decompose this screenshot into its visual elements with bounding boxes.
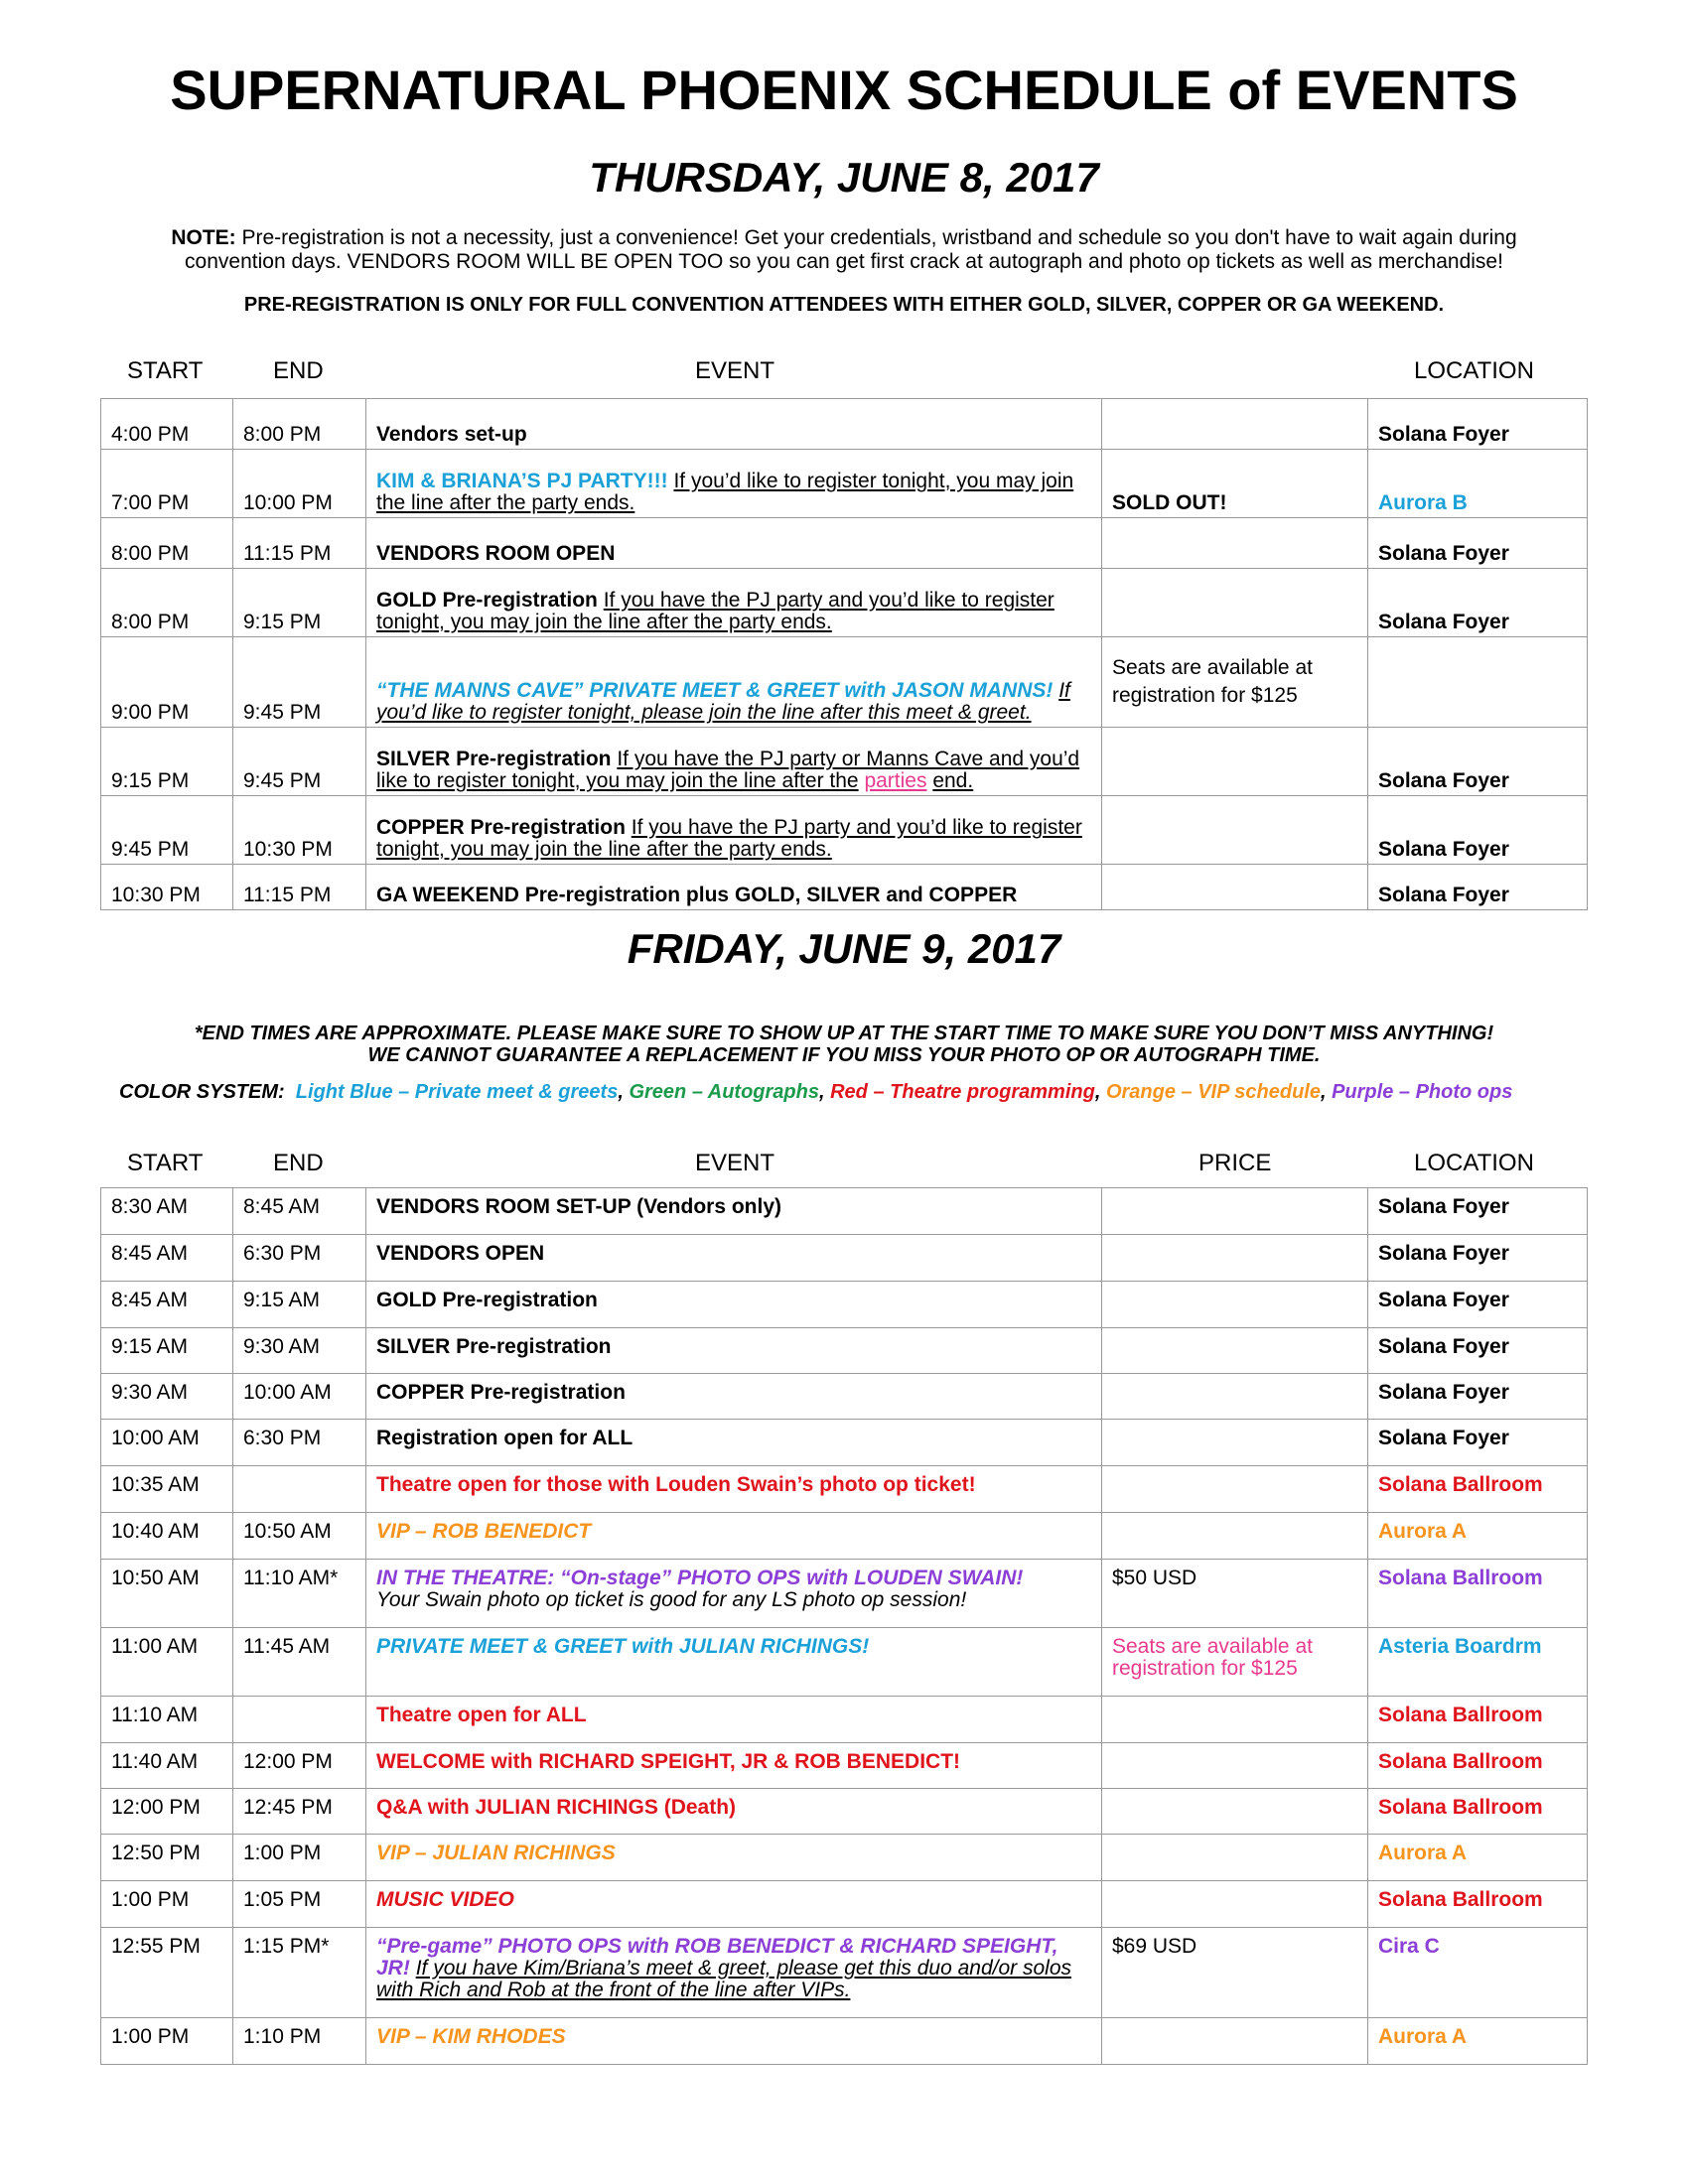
event-cell: [366, 1928, 1102, 2018]
table-row: [101, 1789, 1588, 1835]
event-title: GOLD Pre-registration: [366, 1282, 1102, 1328]
location: Solana Foyer: [1368, 399, 1588, 450]
event-title: COPPER Pre-registration: [376, 816, 626, 839]
start-time: 10:35 AM: [101, 1466, 233, 1513]
price-cell: [1102, 1374, 1368, 1420]
table-row: [101, 1188, 1588, 1235]
thursday-note: [119, 226, 1569, 274]
table-row: [101, 1513, 1588, 1560]
start-time: 10:50 AM: [101, 1560, 233, 1628]
location: Solana Foyer: [1368, 518, 1588, 569]
event-title: Theatre open for those with Louden Swain’s photo op ticket!: [366, 1466, 1102, 1513]
friday-table: [100, 1187, 1588, 2065]
table-row: [101, 1697, 1588, 1743]
location: Solana Foyer: [1368, 569, 1588, 637]
start-time: 11:00 AM: [101, 1628, 233, 1697]
legend-red: Red – Theatre programming: [830, 1081, 1095, 1103]
table-row: [101, 1235, 1588, 1282]
end-time: 10:00 AM: [233, 1374, 366, 1420]
start-time: 10:00 AM: [101, 1420, 233, 1466]
event-title: WELCOME with RICHARD SPEIGHT, JR & ROB BENEDICT!: [366, 1743, 1102, 1789]
event-title: Q&A with JULIAN RICHINGS (Death): [366, 1789, 1102, 1835]
start-time: 10:30 PM: [101, 865, 233, 910]
end-time: 1:10 PM: [233, 2018, 366, 2065]
legend-purple: Purple – Photo ops: [1332, 1081, 1513, 1103]
table-row: [101, 865, 1588, 910]
price-cell: [1102, 1466, 1368, 1513]
friday-notice-1: *END TIMES ARE APPROXIMATE. PLEASE MAKE SURE TO SHOW UP AT THE START TIME TO MAKE SURE YOU DON’T MISS ANYTHING!: [194, 1023, 1494, 1044]
event-title: “Pre-game” PHOTO OPS with ROB BENEDICT & RICHARD SPEIGHT, JR!: [376, 1935, 1058, 1979]
table-row: [101, 796, 1588, 865]
thursday-heading: THURSDAY, JUNE 8, 2017: [589, 154, 1099, 201]
event-title: KIM & BRIANA’S PJ PARTY!!!: [376, 470, 668, 492]
location: Asteria Boardrm: [1368, 1628, 1588, 1697]
table-row: [101, 1328, 1588, 1374]
start-time: 9:15 PM: [101, 728, 233, 796]
start-time: 12:50 PM: [101, 1835, 233, 1881]
legend-green: Green – Autographs: [629, 1081, 819, 1103]
location: Solana Ballroom: [1368, 1881, 1588, 1928]
legend-orange: Orange – VIP schedule: [1105, 1081, 1321, 1103]
note-text: Pre-registration is not a necessity, just a convenience! Get your credentials, wristband and schedule so you don't have to wait again during convention days. VENDORS ROOM WILL BE OPEN TOO so you can get first crack at autograph and photo op tickets as well as merchandise!: [185, 226, 1517, 273]
start-time: 8:45 AM: [101, 1282, 233, 1328]
start-time: 1:00 PM: [101, 1881, 233, 1928]
price-cell: [1102, 1188, 1368, 1235]
event-title: Vendors set-up: [366, 399, 1102, 450]
price-cell: [1102, 796, 1368, 865]
table-row: [101, 1374, 1588, 1420]
end-time: [233, 1466, 366, 1513]
location: Solana Foyer: [1368, 1374, 1588, 1420]
end-time: 11:15 PM: [233, 865, 366, 910]
location: Aurora A: [1368, 2018, 1588, 2065]
event-cell: [366, 569, 1102, 637]
event-title: GA WEEKEND Pre-registration plus GOLD, SILVER and COPPER: [366, 865, 1102, 910]
price-cell: [1102, 1835, 1368, 1881]
end-time: 11:45 AM: [233, 1628, 366, 1697]
location: Solana Ballroom: [1368, 1560, 1588, 1628]
end-time: 10:30 PM: [233, 796, 366, 865]
fri-header-location: LOCATION: [1414, 1150, 1534, 1176]
end-time: 9:15 PM: [233, 569, 366, 637]
end-time: [233, 1697, 366, 1743]
start-time: 9:00 PM: [101, 637, 233, 728]
price-cell: [1102, 569, 1368, 637]
event-title: SILVER Pre-registration: [366, 1328, 1102, 1374]
end-time: 6:30 PM: [233, 1420, 366, 1466]
start-time: 8:30 AM: [101, 1188, 233, 1235]
page-title: SUPERNATURAL PHOENIX SCHEDULE of EVENTS: [170, 59, 1518, 121]
fri-header-end: END: [273, 1150, 324, 1176]
event-title: GOLD Pre-registration: [376, 589, 598, 612]
location: [1368, 637, 1588, 728]
end-time: 1:00 PM: [233, 1835, 366, 1881]
fri-header-event: EVENT: [695, 1150, 775, 1176]
event-cell: [366, 450, 1102, 518]
event-subtext: If you have the PJ party and you’d like to register tonight, you may join the line after the party ends.: [376, 816, 1082, 861]
thu-header-location: LOCATION: [1414, 357, 1534, 384]
legend-blue: Light Blue – Private meet & greets: [295, 1081, 619, 1103]
event-title: IN THE THEATRE: “On-stage” PHOTO OPS with LOUDEN SWAIN!: [376, 1567, 1024, 1589]
location: Aurora A: [1368, 1835, 1588, 1881]
start-time: 7:00 PM: [101, 450, 233, 518]
start-time: 10:40 AM: [101, 1513, 233, 1560]
event-title: “THE MANNS CAVE” PRIVATE MEET & GREET with JASON MANNS!: [376, 679, 1054, 702]
event-title: Registration open for ALL: [366, 1420, 1102, 1466]
price-cell: [1102, 2018, 1368, 2065]
price-cell: Seats are available at registration for $125: [1102, 637, 1368, 728]
event-title: VIP – KIM RHODES: [366, 2018, 1102, 2065]
end-time: 11:15 PM: [233, 518, 366, 569]
location: Aurora A: [1368, 1513, 1588, 1560]
color-system-label: COLOR SYSTEM:: [119, 1081, 285, 1103]
event-subtext: If you’d like to register tonight, you may join the line after the party ends.: [376, 470, 1074, 514]
event-title: VIP – ROB BENEDICT: [366, 1513, 1102, 1560]
price-cell: [1102, 1789, 1368, 1835]
event-title: PRIVATE MEET & GREET with JULIAN RICHINGS!: [366, 1628, 1102, 1697]
end-time: 9:45 PM: [233, 637, 366, 728]
start-time: 8:00 PM: [101, 518, 233, 569]
event-title: MUSIC VIDEO: [366, 1881, 1102, 1928]
table-row: [101, 2018, 1588, 2065]
end-time: 8:45 AM: [233, 1188, 366, 1235]
location: Solana Foyer: [1368, 1420, 1588, 1466]
location: Solana Foyer: [1368, 796, 1588, 865]
table-row: [101, 1928, 1588, 2018]
thursday-table: [100, 398, 1588, 910]
price-cell: $50 USD: [1102, 1560, 1368, 1628]
table-row: [101, 450, 1588, 518]
table-row: [101, 399, 1588, 450]
start-time: 11:40 AM: [101, 1743, 233, 1789]
fri-header-start: START: [127, 1150, 204, 1176]
event-title: VIP – JULIAN RICHINGS: [366, 1835, 1102, 1881]
price-cell: [1102, 1743, 1368, 1789]
start-time: 1:00 PM: [101, 2018, 233, 2065]
event-title: VENDORS ROOM SET-UP (Vendors only): [366, 1188, 1102, 1235]
location: Solana Ballroom: [1368, 1697, 1588, 1743]
end-time: 10:50 AM: [233, 1513, 366, 1560]
table-row: [101, 637, 1588, 728]
table-row: [101, 1743, 1588, 1789]
end-time: 1:15 PM*: [233, 1928, 366, 2018]
price-cell: [1102, 865, 1368, 910]
table-row: [101, 728, 1588, 796]
event-subtext-end: end.: [932, 769, 974, 792]
price-cell: [1102, 1697, 1368, 1743]
end-time: 10:00 PM: [233, 450, 366, 518]
color-system-legend: COLOR SYSTEM: Light Blue – Private meet & greets, Green – Autographs, Red – Theatre programming, Orange – VIP schedule, Purple – Photo ops: [119, 1081, 1513, 1103]
event-subtext: Your Swain photo op ticket is good for any LS photo op session!: [376, 1588, 967, 1611]
table-row: [101, 1881, 1588, 1928]
start-time: 4:00 PM: [101, 399, 233, 450]
table-row: [101, 569, 1588, 637]
location: Solana Ballroom: [1368, 1743, 1588, 1789]
start-time: 9:45 PM: [101, 796, 233, 865]
location: Solana Foyer: [1368, 1282, 1588, 1328]
table-row: [101, 1628, 1588, 1697]
event-subtext: If you have the PJ party or Manns Cave and you’d like to register tonight, you may join the line after the: [376, 748, 1080, 792]
table-row: [101, 1420, 1588, 1466]
event-subtext: If you have the PJ party and you’d like to register tonight, you may join the line after the party ends.: [376, 589, 1055, 633]
event-subtext: If you’d like to register tonight, please join the line after this meet & greet.: [376, 679, 1070, 724]
price-cell: [1102, 1235, 1368, 1282]
friday-notice-2: WE CANNOT GUARANTEE A REPLACEMENT IF YOU MISS YOUR PHOTO OP OR AUTOGRAPH TIME.: [367, 1044, 1321, 1066]
table-row: [101, 1835, 1588, 1881]
price-cell: [1102, 399, 1368, 450]
location: Solana Foyer: [1368, 865, 1588, 910]
end-time: 9:45 PM: [233, 728, 366, 796]
event-cell: [366, 637, 1102, 728]
fri-header-price: PRICE: [1198, 1150, 1272, 1176]
end-time: 12:00 PM: [233, 1743, 366, 1789]
event-cell: [366, 796, 1102, 865]
price-cell: [1102, 1282, 1368, 1328]
end-time: 6:30 PM: [233, 1235, 366, 1282]
location: Solana Foyer: [1368, 1188, 1588, 1235]
start-time: 8:45 AM: [101, 1235, 233, 1282]
event-title: Theatre open for ALL: [366, 1697, 1102, 1743]
price-cell: [1102, 518, 1368, 569]
end-time: 9:30 AM: [233, 1328, 366, 1374]
location: Solana Ballroom: [1368, 1466, 1588, 1513]
table-row: [101, 1560, 1588, 1628]
location: Aurora B: [1368, 450, 1588, 518]
location: Solana Ballroom: [1368, 1789, 1588, 1835]
friday-heading: FRIDAY, JUNE 9, 2017: [627, 925, 1061, 972]
thu-header-event: EVENT: [695, 357, 775, 384]
price-cell: [1102, 728, 1368, 796]
table-row: [101, 1282, 1588, 1328]
price-cell: $69 USD: [1102, 1928, 1368, 2018]
event-title: VENDORS OPEN: [366, 1235, 1102, 1282]
event-subtext-highlight: parties: [864, 769, 927, 792]
event-title: COPPER Pre-registration: [366, 1374, 1102, 1420]
prereg-notice: PRE-REGISTRATION IS ONLY FOR FULL CONVENTION ATTENDEES WITH EITHER GOLD, SILVER, COPPER OR GA WEEKEND.: [243, 294, 1445, 316]
price-cell: Seats are available at registration for $125: [1102, 1628, 1368, 1697]
price-cell: [1102, 1513, 1368, 1560]
location: Cira C: [1368, 1928, 1588, 2018]
start-time: 12:00 PM: [101, 1789, 233, 1835]
location: Solana Foyer: [1368, 1235, 1588, 1282]
start-time: 8:00 PM: [101, 569, 233, 637]
price-cell: [1102, 1328, 1368, 1374]
start-time: 9:15 AM: [101, 1328, 233, 1374]
start-time: 9:30 AM: [101, 1374, 233, 1420]
price-cell: [1102, 1881, 1368, 1928]
event-title: SILVER Pre-registration: [376, 748, 612, 770]
location: Solana Foyer: [1368, 1328, 1588, 1374]
price-cell: [1102, 1420, 1368, 1466]
event-title: VENDORS ROOM OPEN: [366, 518, 1102, 569]
event-cell: [366, 1560, 1102, 1628]
thu-header-start: START: [127, 357, 204, 384]
end-time: 9:15 AM: [233, 1282, 366, 1328]
end-time: 8:00 PM: [233, 399, 366, 450]
price-cell: SOLD OUT!: [1102, 450, 1368, 518]
event-cell: [366, 728, 1102, 796]
start-time: 11:10 AM: [101, 1697, 233, 1743]
table-row: [101, 518, 1588, 569]
end-time: 1:05 PM: [233, 1881, 366, 1928]
event-subtext: If you have Kim/Briana’s meet & greet, please get this duo and/or solos with Rich and Rob at the front of the line after VIPs.: [376, 1957, 1072, 2001]
note-label: NOTE:: [171, 226, 236, 249]
end-time: 11:10 AM*: [233, 1560, 366, 1628]
end-time: 12:45 PM: [233, 1789, 366, 1835]
location: Solana Foyer: [1368, 728, 1588, 796]
thu-header-end: END: [273, 357, 324, 384]
table-row: [101, 1466, 1588, 1513]
start-time: 12:55 PM: [101, 1928, 233, 2018]
